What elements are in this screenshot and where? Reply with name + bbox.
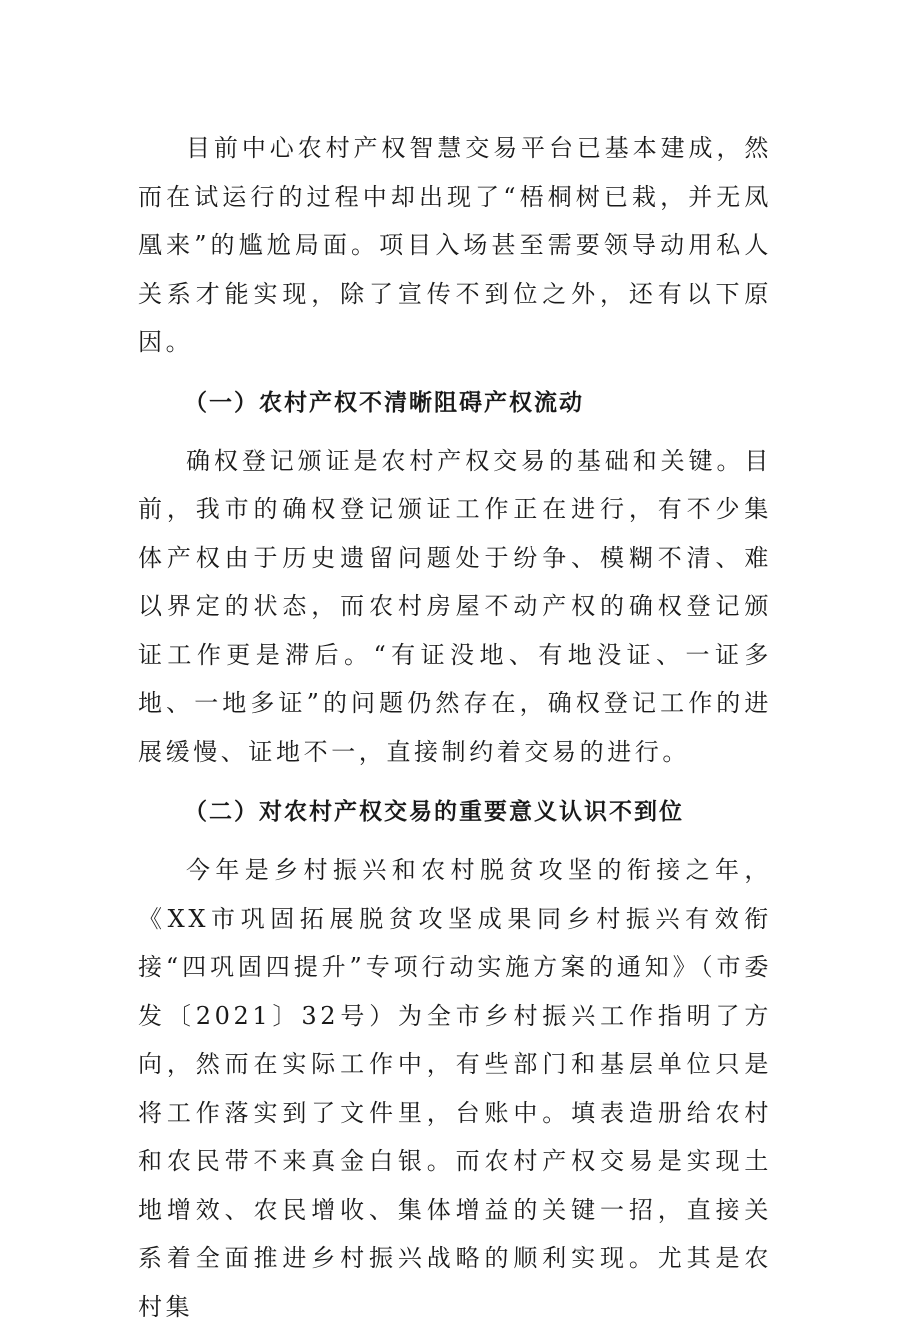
- paragraph-intro: 目前中心农村产权智慧交易平台已基本建成，然而在试运行的过程中却出现了“梧桐树已栽，并无凤凰来”的尴尬局面。项目入场甚至需要领导动用私人关系才能实现，除了宣传不到位之外，还有以下原因。: [138, 134, 772, 356]
- section-heading-2: （二）对农村产权交易的重要意义认识不到位: [184, 799, 684, 825]
- paragraph-section-2: 今年是乡村振兴和农村脱贫攻坚的衔接之年，《XX市巩固拓展脱贫攻坚成果同乡村振兴有效衔接“四巩固四提升”专项行动实施方案的通知》（市委发〔2021〕32号）为全市乡村振兴工作指明了方向，然而在实际工作中，有些部门和基层单位只是将工作落实到了文件里，台账中。填表造册给农村和农民带不来真金白银。而农村产权交易是实现土地增效、农民增收、集体增益的关键一招，直接关系着全面推进乡村振兴战略的顺利实现。尤其是农村集: [138, 856, 772, 1321]
- paragraph-section-1: 确权登记颁证是农村产权交易的基础和关键。目前，我市的确权登记颁证工作正在进行，有不少集体产权由于历史遗留问题处于纷争、模糊不清、难以界定的状态，而农村房屋不动产权的确权登记颁证工作更是滞后。“有证没地、有地没证、一证多地、一地多证”的问题仍然存在，确权登记工作的进展缓慢、证地不一，直接制约着交易的进行。: [138, 446, 772, 766]
- section-heading-1: （一）农村产权不清晰阻碍产权流动: [184, 389, 584, 416]
- document-body: [138, 124, 772, 1331]
